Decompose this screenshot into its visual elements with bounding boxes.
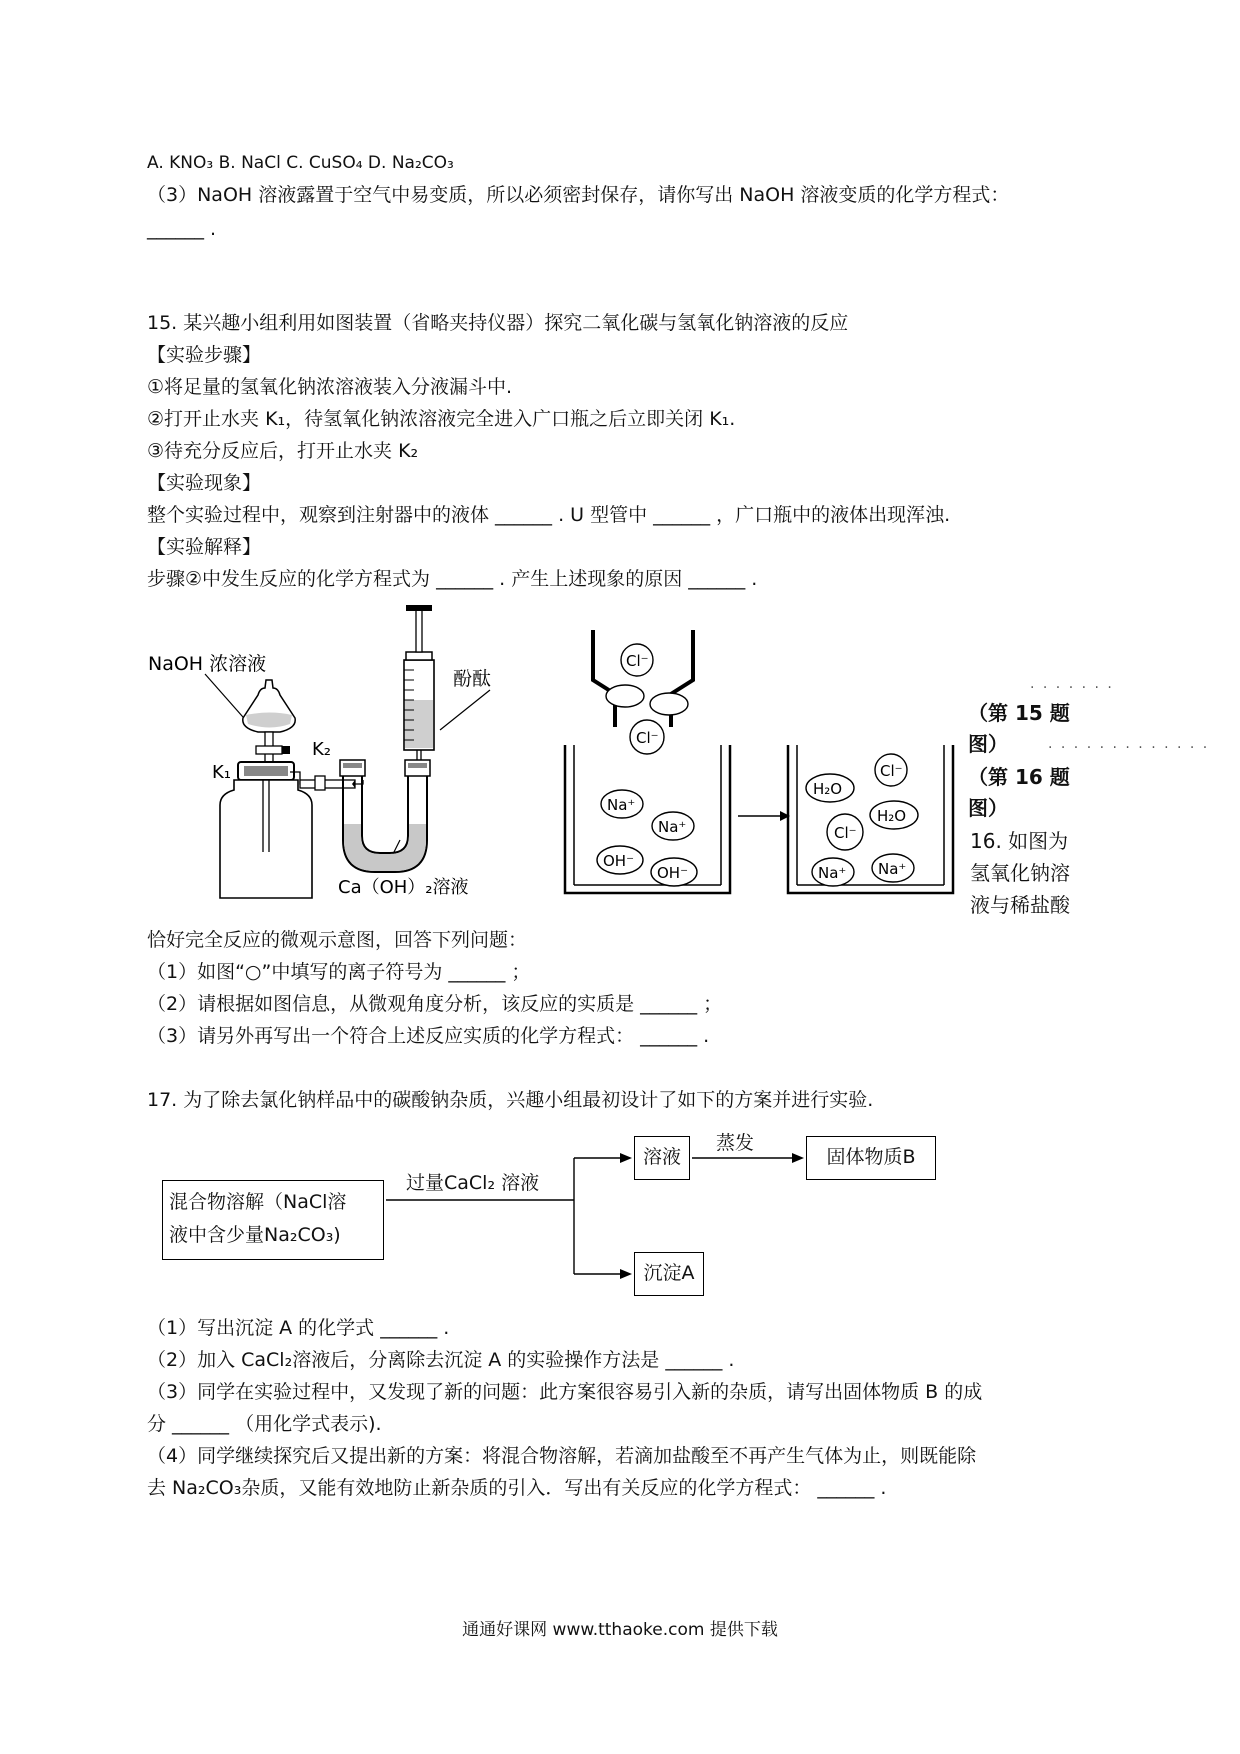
phenol-label: 酚酞 bbox=[453, 668, 492, 690]
q16-part1: （1）如图“○”中填写的离子符号为 ______ ； bbox=[147, 961, 531, 983]
q15-stem: 15. 某兴趣小组利用如图装置（省略夹持仪器）探究二氧化碳与氢氧化钠溶液的反应 bbox=[147, 312, 849, 334]
q17-part4-line2: 去 Na₂CO₃杂质，又能有效地防止新杂质的引入．写出有关反应的化学方程式： ______ . bbox=[147, 1477, 887, 1499]
ion-na-3-label: Na⁺ bbox=[818, 864, 847, 882]
q15-step2: ②打开止水夹 K₁，待氢氧化钠浓溶液完全进入广口瓶之后立即关闭 K₁. bbox=[147, 408, 736, 430]
q16-side-3: 液与稀盐酸 bbox=[970, 893, 1070, 917]
q17-part3-line2: 分 ______ （用化学式表示). bbox=[147, 1413, 382, 1435]
q16-side-1: 16. 如图为 bbox=[970, 829, 1069, 853]
q16-part3: （3）请另外再写出一个符合上述反应实质的化学方程式： ______ . bbox=[147, 1025, 710, 1047]
flow-start-line1: 混合物溶解（NaCl溶 bbox=[169, 1191, 347, 1213]
ion-oh-2-label: OH⁻ bbox=[657, 864, 689, 882]
q15-step3: ③待充分反应后，打开止水夹 K₂ bbox=[147, 440, 419, 462]
q17-part2: （2）加入 CaCl₂溶液后，分离除去沉淀 A 的实验操作方法是 ______ . bbox=[147, 1349, 735, 1371]
flow-solution-box: 溶液 bbox=[634, 1136, 690, 1180]
molecule-h2o-2-label: H₂O bbox=[877, 807, 907, 825]
q16-micro-figure bbox=[560, 630, 960, 905]
q15-phenomena: 整个实验过程中，观察到注射器中的液体 ______ . U 型管中 ______ ，广口瓶中的液体出现浑浊. bbox=[147, 504, 951, 526]
q15-step1: ①将足量的氢氧化钠浓溶液装入分液漏斗中. bbox=[147, 376, 513, 398]
k2-label: K₂ bbox=[312, 739, 332, 760]
q16-part2: （2）请根据如图信息，从微观角度分析，该反应的实质是 ______ ； bbox=[147, 993, 723, 1015]
q15-apparatus-figure bbox=[140, 600, 580, 905]
q17-part3-line1: （3）同学在实验过程中，又发现了新的问题：此方案很容易引入新的杂质，请写出固体物质 B 的成 bbox=[147, 1381, 983, 1403]
ion-oh-1-label: OH⁻ bbox=[603, 852, 635, 870]
flow-precipitate-a-box: 沉淀A bbox=[634, 1252, 704, 1296]
q17-stem: 17. 为了除去氯化钠样品中的碳酸钠杂质，兴趣小组最初设计了如下的方案并进行实验. bbox=[147, 1089, 874, 1111]
naoh-label: NaOH 浓溶液 bbox=[148, 653, 267, 675]
empty-ion-circle bbox=[650, 693, 688, 715]
page-footer: 通通好课网 www.tthaoke.com 提供下载 bbox=[462, 1620, 778, 1640]
flow-start-line2: 液中含少量Na₂CO₃) bbox=[169, 1224, 341, 1246]
q16-side-2: 氢氧化钠溶 bbox=[970, 861, 1070, 885]
k1-label: K₁ bbox=[212, 762, 232, 783]
q14-part3: （3）NaOH 溶液露置于空气中易变质，所以必须密封保存，请你写出 NaOH 溶液变质的化学方程式： bbox=[147, 184, 1010, 206]
q15-steps-heading: 【实验步骤】 bbox=[147, 344, 262, 366]
ion-na-4-label: Na⁺ bbox=[878, 860, 907, 878]
dot-leader: · · · · · · · · · · · · · bbox=[1048, 740, 1210, 756]
flow-reagent-label: 过量CaCl₂ 溶液 bbox=[406, 1172, 540, 1194]
caption-fig16: （第 16 题图） bbox=[968, 765, 1070, 820]
flow-solid-b-box: 固体物质B bbox=[806, 1136, 936, 1180]
q15-explain-heading: 【实验解释】 bbox=[147, 536, 262, 558]
q17-part1: （1）写出沉淀 A 的化学式 ______ . bbox=[147, 1317, 450, 1339]
flow-evaporate-label: 蒸发 bbox=[716, 1132, 755, 1154]
empty-ion-circle bbox=[606, 685, 644, 707]
ion-cl-3-label: Cl⁻ bbox=[880, 762, 903, 780]
q16-stem-cont: 恰好完全反应的微观示意图，回答下列问题： bbox=[147, 929, 528, 951]
q17-flowchart bbox=[160, 1128, 940, 1298]
ion-na-1-label: Na⁺ bbox=[607, 796, 636, 814]
ion-cl-1-label: Cl⁻ bbox=[626, 652, 649, 670]
ion-cl-4-label: Cl⁻ bbox=[834, 824, 857, 842]
caoh-label: Ca（OH）₂溶液 bbox=[338, 877, 469, 898]
q14-options: A. KNO₃ B. NaCl C. CuSO₄ D. Na₂CO₃ bbox=[147, 153, 454, 173]
q17-part4-line1: （4）同学继续探究后又提出新的方案：将混合物溶解，若滴加盐酸至不再产生气体为止，则既能除 bbox=[147, 1445, 977, 1467]
dot-leader: · · · · · · · bbox=[1030, 680, 1114, 696]
molecule-h2o-1-label: H₂O bbox=[813, 780, 843, 798]
q14-part3-blank: ______ . bbox=[147, 218, 217, 240]
ion-na-2-label: Na⁺ bbox=[658, 818, 687, 836]
caption-fig15: （第 15 题图） bbox=[968, 701, 1070, 756]
flow-start-box bbox=[162, 1180, 384, 1260]
q15-explain: 步骤②中发生反应的化学方程式为 ______ . 产生上述现象的原因 ______ . bbox=[147, 568, 758, 590]
ion-cl-2-label: Cl⁻ bbox=[636, 729, 659, 747]
q15-phenomena-heading: 【实验现象】 bbox=[147, 472, 262, 494]
